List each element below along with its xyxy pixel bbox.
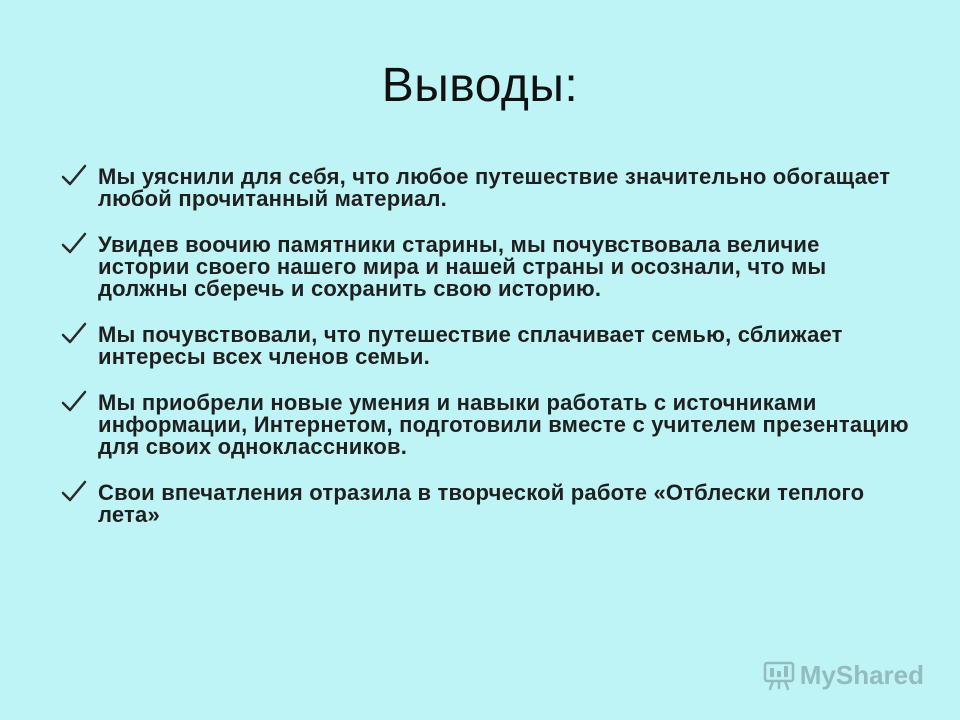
slide-title: Выводы:: [381, 59, 579, 112]
checkmark-icon: [60, 478, 88, 506]
list-item-text: Мы почувствовали, что путешествие сплачивает семью, сближает интересы всех членов семьи.: [98, 322, 843, 369]
checkmark-icon: [60, 162, 88, 190]
list-item: [60, 482, 910, 526]
list-item: [60, 234, 910, 300]
list-item: [60, 324, 910, 368]
checkmark-icon: [60, 230, 88, 258]
list-item-text: Свои впечатления отразила в творческой работе «Отблески теплого лета»: [98, 480, 865, 527]
myshared-watermark: [762, 658, 924, 692]
list-item: [60, 392, 910, 458]
checkmark-icon: [60, 320, 88, 348]
presentation-board-icon: [762, 658, 796, 692]
list-item-text: Мы приобрели новые умения и навыки работать с источниками информации, Интернетом, подготовили вместе с учителем презентацию для своих одноклассников.: [98, 390, 909, 459]
list-item: [60, 166, 910, 210]
checkmark-icon: [60, 388, 88, 416]
list-item-text: Увидев воочию памятники старины, мы почувствовала величие истории своего нашего мира и нашей страны и осознали, что мы должны сберечь и сохранить свою историю.: [98, 232, 827, 301]
watermark-brand: MyShared: [799, 659, 924, 690]
list-item-text: Мы уяснили для себя, что любое путешествие значительно обогащает любой прочитанный материал.: [98, 164, 891, 211]
conclusions-list: [60, 166, 910, 550]
